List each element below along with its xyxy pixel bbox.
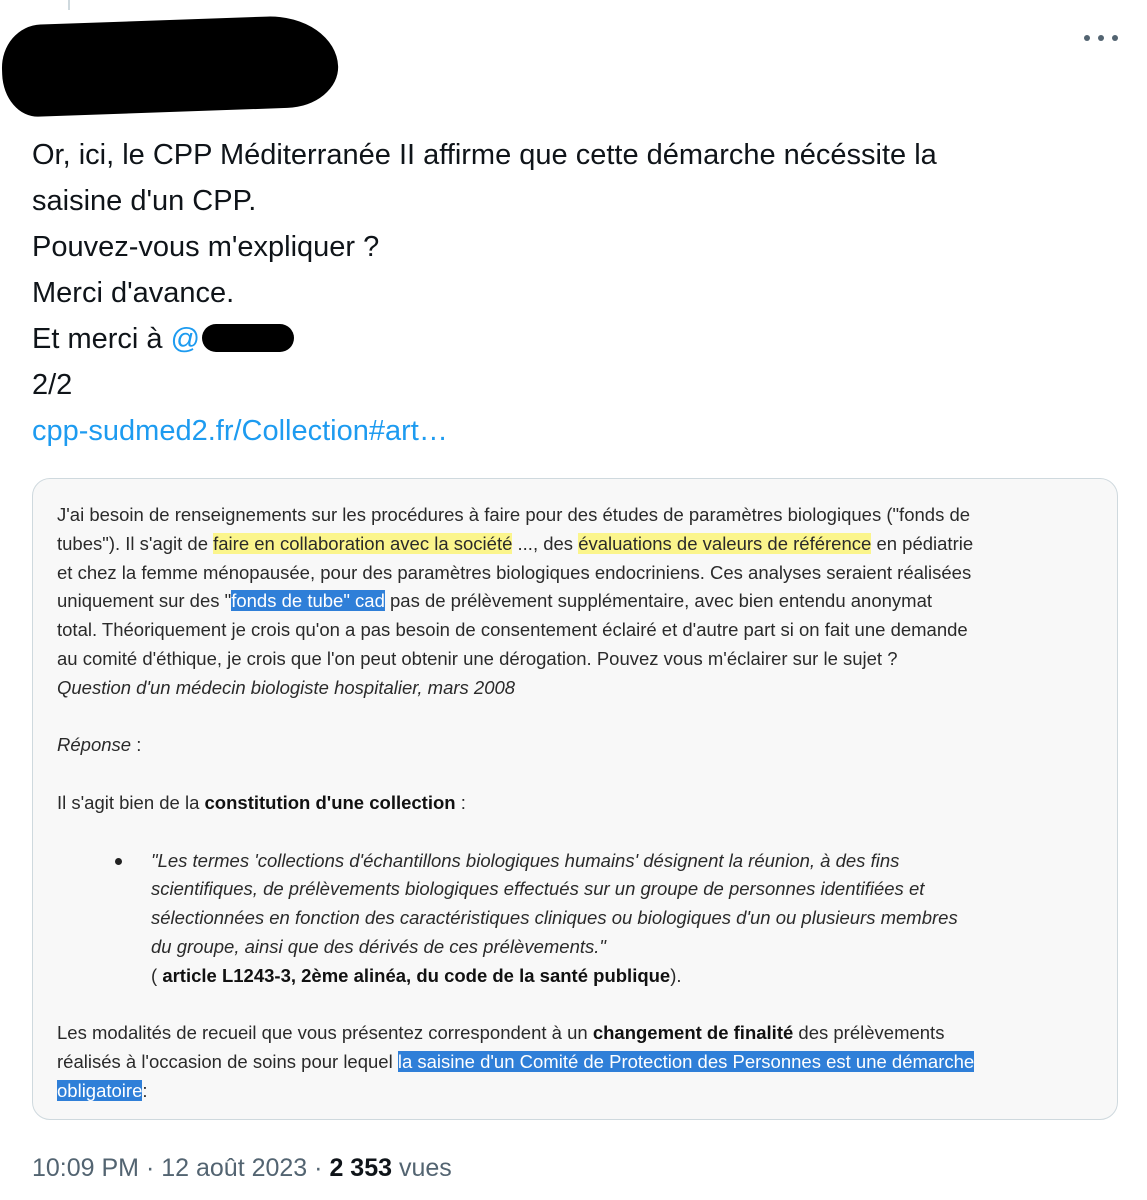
blue-selection: la saisine d'un Comité de Protection des Personnes est une démarche xyxy=(397,1051,975,1073)
doc-question-credit xyxy=(57,674,1077,703)
doc-line xyxy=(151,847,1077,876)
more-dot-icon xyxy=(1098,35,1104,41)
doc-bullet-item xyxy=(57,847,1077,991)
doc-italic: scientifiques, de prélèvements biologiques effectués sur un groupe de personnes identifiées et xyxy=(151,878,925,900)
doc-text: ( xyxy=(151,964,163,986)
doc-line: au comité d'éthique, je crois que l'on peut obtenir une dérogation. Pouvez vous m'éclairer sur le sujet ? xyxy=(57,647,898,669)
doc-text: Les modalités de recueil que vous présentez correspondent à un xyxy=(57,1022,593,1044)
tweet-line-thanks xyxy=(32,316,1112,362)
doc-text: tubes"). Il s'agit de xyxy=(57,532,214,554)
doc-text: pas de prélèvement supplémentaire, avec bien entendu anonymat xyxy=(384,590,932,612)
bullet-icon xyxy=(115,858,122,865)
tweet-line: Or, ici, le CPP Méditerranée II affirme que cette démarche nécéssite la xyxy=(32,139,937,171)
doc-text: : xyxy=(142,1079,148,1101)
doc-bold: changement de finalité xyxy=(592,1022,794,1044)
doc-line xyxy=(57,1048,1077,1077)
doc-line xyxy=(57,1019,1077,1048)
doc-line xyxy=(57,587,1077,616)
blue-selection: obligatoire xyxy=(57,1079,143,1101)
mention-at: @ xyxy=(170,323,201,355)
separator: · xyxy=(139,1154,162,1182)
more-options-button[interactable] xyxy=(1084,26,1118,50)
blue-selection: fonds de tube" cad xyxy=(231,590,385,612)
doc-text: ). xyxy=(670,964,682,986)
doc-italic: sélectionnées en fonction des caractéristiques cliniques ou biologiques d'un ou plusieurs membres xyxy=(151,907,958,929)
doc-line xyxy=(57,530,1077,559)
separator: · xyxy=(307,1154,330,1182)
doc-italic: Réponse xyxy=(57,734,132,756)
doc-text: ..., des xyxy=(512,532,579,554)
tweet-text xyxy=(32,132,1112,454)
more-dot-icon xyxy=(1112,35,1118,41)
doc-reponse-heading xyxy=(57,731,1077,760)
attached-image-card[interactable] xyxy=(32,478,1118,1120)
doc-text: Il s'agit bien de la xyxy=(57,791,205,813)
tweet-link[interactable]: cpp-sudmed2.fr/Collection#art… xyxy=(32,415,448,447)
doc-italic: "Les termes 'collections d'échantillons biologiques humains' désignent la réunion, à des fins xyxy=(151,849,900,871)
yellow-highlight: évaluations de valeurs de référence xyxy=(578,532,872,554)
redacted-mention xyxy=(202,324,294,352)
doc-italic: Question d'un médecin biologiste hospitalier, mars 2008 xyxy=(57,676,516,698)
doc-text: uniquement sur des " xyxy=(57,590,232,612)
tweet-line: 2/2 xyxy=(32,369,73,401)
tweet-line: Merci d'avance. xyxy=(32,277,235,309)
thanks-text: Et merci à xyxy=(32,323,171,355)
mention-link[interactable] xyxy=(171,323,294,355)
views-count: 2 353 xyxy=(329,1154,392,1182)
doc-citation xyxy=(151,962,1077,991)
doc-line: total. Théoriquement je crois qu'on a pas besoin de consentement éclairé et d'autre part si on fait une demande xyxy=(57,619,968,641)
tweet-date[interactable]: 12 août 2023 xyxy=(161,1154,308,1182)
doc-line: et chez la femme ménopausée, pour des paramètres biologiques endocriniens. Ces analyses seraient réalisées xyxy=(57,561,972,583)
views-label: vues xyxy=(392,1154,452,1182)
thread-connector-line xyxy=(68,0,70,10)
doc-text: : xyxy=(131,734,142,756)
doc-text: des prélèvements xyxy=(793,1022,945,1044)
doc-line: J'ai besoin de renseignements sur les procédures à faire pour des études de paramètres biologiques ("fonds de xyxy=(57,504,971,525)
doc-line xyxy=(57,1077,1077,1106)
doc-text: en pédiatrie xyxy=(871,532,974,554)
doc-line xyxy=(57,789,1077,818)
doc-line xyxy=(151,875,1077,904)
doc-line xyxy=(151,904,1077,933)
redacted-author-block xyxy=(0,14,339,118)
doc-italic: du groupe, ainsi que des dérivés de ces prélèvements." xyxy=(151,935,606,957)
doc-bold: constitution d'une collection xyxy=(204,791,456,813)
more-dot-icon xyxy=(1084,35,1090,41)
quoted-document xyxy=(57,501,1077,1106)
doc-bold: article L1243-3, 2ème alinéa, du code de la santé publique xyxy=(162,964,671,986)
tweet-metadata xyxy=(32,1154,452,1183)
tweet-line: Pouvez-vous m'expliquer ? xyxy=(32,231,380,263)
yellow-highlight: faire en collaboration avec la société xyxy=(213,532,513,554)
doc-line xyxy=(151,933,1077,962)
doc-text: : xyxy=(455,791,466,813)
tweet-line: saisine d'un CPP. xyxy=(32,185,257,217)
doc-text: réalisés à l'occasion de soins pour lequel xyxy=(57,1051,398,1073)
tweet-time[interactable]: 10:09 PM xyxy=(32,1154,140,1182)
